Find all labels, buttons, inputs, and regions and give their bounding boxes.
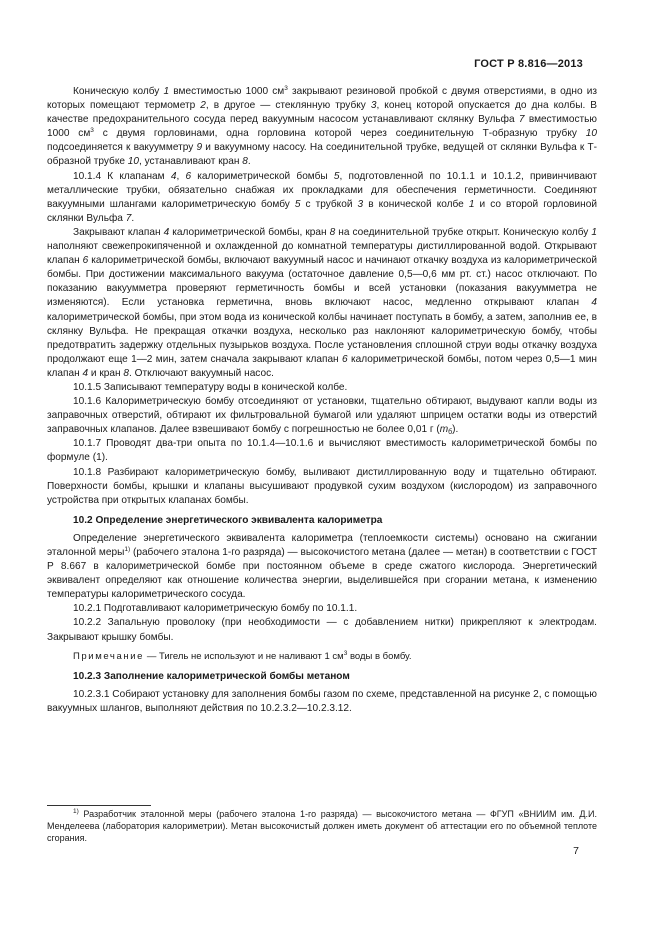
paragraph-10-1-5: 10.1.5 Записывают температуру воды в конической колбе. (73, 381, 348, 393)
paragraph-10-2-2: 10.2.2 Запальную проволоку (при необходимости — с добавлением нитки) прикрепляют к электродам. Закрывают крышку бомбы. (47, 617, 597, 643)
document-header: ГОСТ Р 8.816—2013 (474, 58, 583, 70)
note (47, 650, 597, 664)
paragraph-10-1-6: 10.1.6 Калориметрическую бомбу отсоединяют от установки, тщательно обтирают, выдувают капли воды из заправочных отверстий, обтирают их фильтровальной бумагой или удаляют шприцем остатки воды из отверстий заправочных клапанов. Далее взвешивают бомбу с погрешностью не более 0,01 г $(m_б)$. (47, 396, 597, 437)
paragraph-flask-setup: Коническую колбу 1 вместимостью 1000 $см^3$ закрывают резиновой пробкой с двумя отверстиями, в одно из которых помещают термометр 2, в другое — стеклянную трубку 3, конец которой опускается до дна колбы. В качестве предохранительного сосуда перед вакуумным насосом устанавливают склянку Вульфа 7 вместимостью 1000 $см^3$ с двумя горловинами, одна горловина которой через соединительную Т-образную трубку 10 подсоединяется к вакуумметру 9 и вакуумному насосу. На соединительной трубке, ведущей от склянки Вульфа к Т-образной трубке 10, устанавливают кран 8. (47, 85, 598, 168)
paragraph-10-2-3-1: 10.2.3.1 Собирают установку для заполнения бомбы газом по схеме, представленной на рисунке 2, с помощью вакуумных шлангов, выполняют действия по 10.2.3.2—10.2.3.12. (47, 688, 597, 714)
footnote (47, 808, 597, 845)
footnote-text: $^{1)}$ Разработчик эталонной меры (рабочего эталона 1-го разряда) — высокочистого метана — ФГУП «ВНИИМ им. Д.И. Менделеева (лаборатория калориметрии). Метан высокочистый должен иметь документ об аттестации его по объемной теплоте сгорания. (47, 808, 597, 844)
note-text: — Тигель не используют и не наливают 1 $см^3$ воды в бомбу. (146, 649, 412, 662)
paragraph-10-1-7: 10.1.7 Проводят два-три опыта по 10.1.4—10.1.6 и вычисляют вместимость калориметрической бомбы по формуле (1). (47, 438, 597, 464)
paragraph-10-1-4: 10.1.4 К клапанам 4, 6 калориметрической бомбы 5, подготовленной по 10.1.1 и 10.1.2, привинчивают металлические трубки, обязательно снабжая их прокладками для обеспечения герметичности. Соединяют вакуумными шлангами калориметрическую бомбу 5 с трубкой 3 в конической колбе 1 и со второй горловиной склянки Вульфа 7. (47, 170, 598, 224)
paragraph-energy-equivalent: Определение энергетического эквивалента калориметра (теплоемкости системы) основано на сжигании эталонной меры$^{1)}$ (рабочего эталона 1-го разряда) — высокочистого метана (далее — метан) в соответствии с ГОСТ Р 8.667 в калориметрической бомбе при постоянном объеме в среде сжатого кислорода. Энергетический эквивалент определяют как отношение количества энергии, выделившейся при сгорании метана, к изменению температуры калориметрического сосуда. (47, 532, 597, 601)
document-body (47, 85, 597, 716)
section-heading-10-2: 10.2 Определение энергетического эквивалента калориметра (73, 514, 383, 526)
paragraph-10-1-8: 10.1.8 Разбирают калориметрическую бомбу, выливают дистиллированную воду и тщательно обтирают. Поверхности бомбы, крышки и клапаны высушивают продувкой сухим воздухом (кислородом) из заправочного устройства при открытых клапанах бомбы. (47, 466, 597, 506)
paragraph-valve-procedure: Закрывают клапан 4 калориметрической бомбы, кран 8 на соединительной трубке открыт. Коническую колбу 1 наполняют свежепрокипяченной и охлажденной до комнатной температуры дистиллированной водой. Открывают клапан 6 калориметрической бомбы, включают вакуумный насос и начинают откачку воздуха из калориметрической бомбы. При достижении максимального вакуума (остаточное давление 0,5—0,6 мм рт. ст.) насос отключают. По показанию вакуумметра проверяют герметичность бомбы и всей установки (показания вакуумметра не изменяются). Если установка герметична, вновь включают насос, медленно открывают клапан 4 калориметрической бомбы, при этом вода из конической колбы начинает поступать в бомбу, а затем, заполнив ее, в склянку Вульфа. Не прекращая откачки воздуха, несколько раз наклоняют калориметрическую бомбу, чтобы предотвратить задержку отдельных пузырьков воздуха. После установления сплошной струи воды откачку воздуха продолжают еще 1—2 мин, затем сначала закрывают клапан 6 калориметрической бомбы, потом через 0,5—1 мин клапан 4 и кран 8. Отключают вакуумный насос. (47, 226, 597, 379)
footnote-separator (47, 805, 151, 806)
section-heading-10-2-3: 10.2.3 Заполнение калориметрической бомбы метаном (73, 670, 350, 682)
note-label: Примечание (73, 650, 144, 662)
paragraph-10-2-1: 10.2.1 Подготавливают калориметрическую бомбу по 10.1.1. (73, 603, 358, 615)
page-number: 7 (573, 845, 579, 857)
